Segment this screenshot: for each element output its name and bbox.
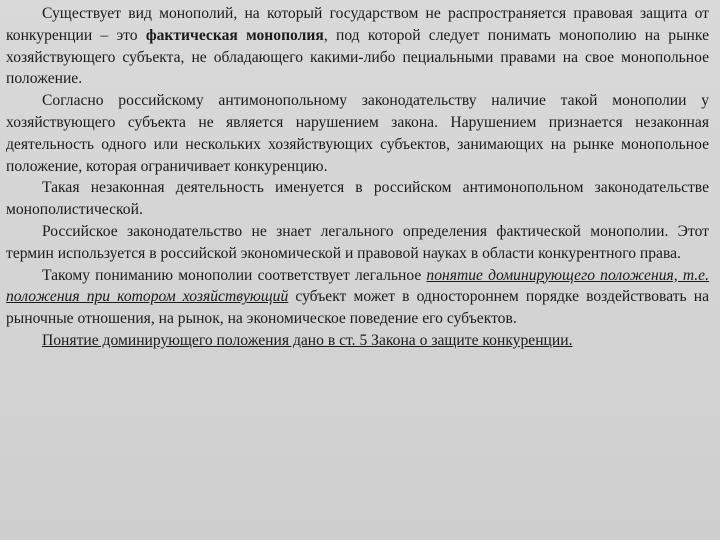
paragraph-law-reference xyxy=(6,330,709,352)
text-segment: Согласно российскому антимонопольному законодательству наличие такой монополии у хозяйствующего субъекта не является нарушением закона. Нарушением признается незаконная деятельность одного или нескольких хозяйствующих субъектов, занимающих на рынке монопольное положение, которая ограничивает конкуренцию. xyxy=(6,92,709,175)
paragraph-factual-monopoly xyxy=(6,3,709,90)
text-segment: субъект может в одностороннем порядке воздействовать на рыночные отношения, на рынок, на экономическое поведение его субъектов. xyxy=(6,288,709,328)
paragraph-dominant-position xyxy=(6,265,709,330)
paragraph-no-legal-definition xyxy=(6,221,709,265)
text-segment: Существует вид монополий, на который государством не распространяется правовая защита от конкуренции – это xyxy=(6,5,709,44)
text-segment: Такая незаконная деятельность именуется в российском антимонопольном законодательстве монополистической. xyxy=(6,179,709,219)
text-segment: Такому пониманию монополии соответствует легальное xyxy=(42,266,427,284)
text-segment: Российское законодательство не знает легального определения фактической монополии. Этот термин используется в российской экономической и правовой науках в области конкурентного права. xyxy=(6,222,709,262)
paragraph-antimonopoly-law xyxy=(6,90,709,177)
term-factual-monopoly: фактическая монополия xyxy=(145,26,324,44)
term-dominant-position: понятие доминирующего положения, т.е. положения при котором хозяйствующий xyxy=(6,266,709,306)
paragraph-monopolistic-activity xyxy=(6,177,709,221)
law-reference-link[interactable]: Понятие доминирующего положения дано в ст. 5 Закона о защите конкуренции. xyxy=(42,331,573,349)
document-text xyxy=(6,3,709,352)
text-segment: , под которой следует понимать монополию на рынке хозяйствующего субъекта, не обладающего какими-либо пециальными правами на свое монопольное положение. xyxy=(6,26,709,88)
